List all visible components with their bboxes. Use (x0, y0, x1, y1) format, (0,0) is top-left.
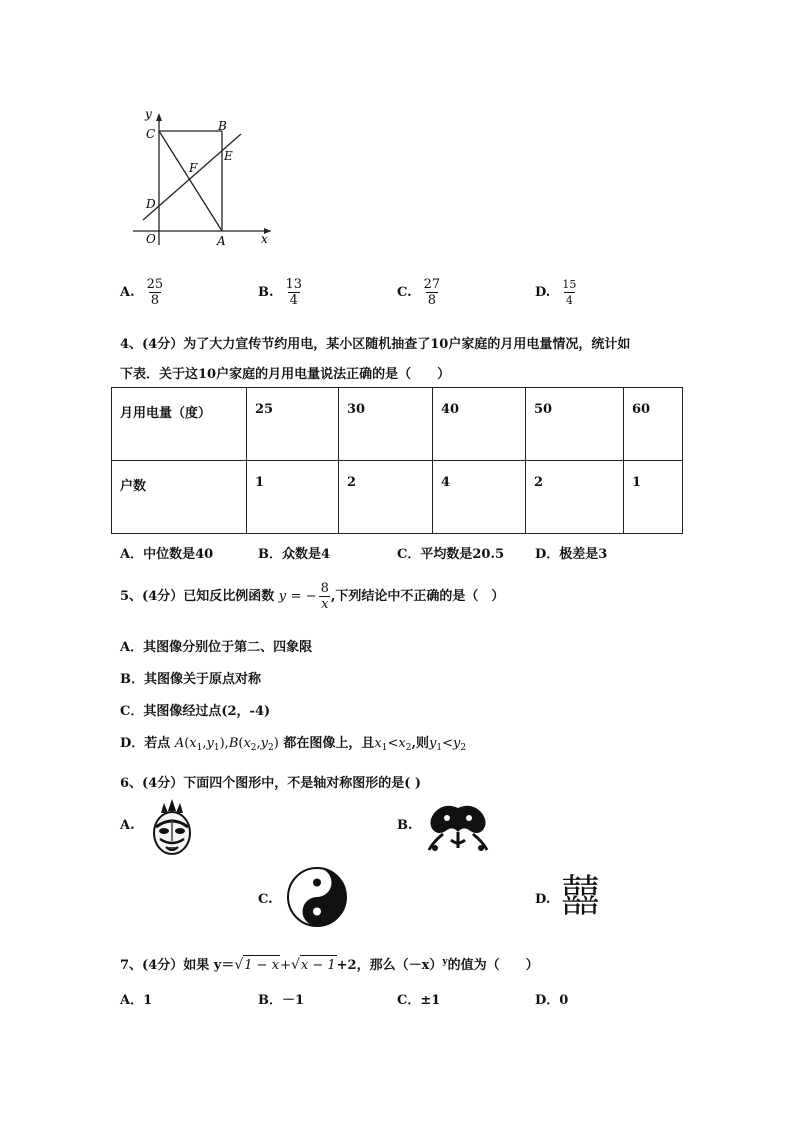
table-cell: 月用电量（度） (112, 388, 247, 461)
q7-option-a: A．1 (120, 993, 153, 1008)
q4-stem-line1: 4、(4分）为了大力宣传节约用电，某小区随机抽查了10户家庭的月用电量情况，统计如 (120, 337, 631, 352)
table-cell: 40 (433, 388, 526, 461)
geometry-figure (125, 100, 285, 250)
q6-label-d: D. (535, 892, 551, 907)
label-b: B (218, 119, 227, 133)
q4-stem-line2: 下表．关于这10户家庭的月用电量说法正确的是（ ） (120, 367, 451, 382)
table-cell: 30 (339, 388, 433, 461)
table-row (112, 388, 683, 461)
q4-option-c: C．平均数是20.5 (397, 547, 505, 562)
table-cell: 25 (247, 388, 339, 461)
label-x: x (261, 232, 268, 246)
q5-stem (120, 581, 504, 612)
q7-option-d: D．0 (535, 993, 569, 1008)
yin-yang-image (286, 866, 348, 928)
twin-dragon-image (423, 800, 493, 854)
q4-option-a: A．中位数是40 (120, 547, 214, 562)
label-c: C (146, 127, 156, 141)
q3-option-c: C. $\frac{27}{8}$ (397, 277, 441, 308)
label-e: E (224, 149, 233, 163)
table-cell: 2 (526, 461, 624, 534)
label-a: A (217, 234, 226, 248)
table-cell: 户数 (112, 461, 247, 534)
usage-table (111, 387, 683, 534)
q6-label-a: A. (120, 818, 135, 833)
q5-stem-suffix: ,下列结论中不正确的是（ ） (330, 589, 505, 604)
q5-func-num: 8 (320, 581, 329, 596)
q7-stem: 7、(4分）如果 y＝√1 − x+√x − 1+2，那么$(-x)^y$的值为（ ） (120, 952, 539, 976)
q6-stem: 6、(4分）下面四个图形中，不是轴对称图形的是( ) (120, 776, 422, 791)
table-cell: 2 (339, 461, 433, 534)
q5-option-b: B．其图像关于原点对称 (120, 672, 261, 687)
table-cell: 50 (526, 388, 624, 461)
q6-label-b: B. (397, 818, 413, 833)
q7-option-b: B．－1 (258, 993, 305, 1008)
q5-stem-prefix: 5、(4分）已知反比例函数 (120, 589, 275, 604)
q5-option-a: A．其图像分别位于第二、四象限 (120, 640, 313, 655)
table-cell: 1 (624, 461, 683, 534)
q3-option-b: B. $\frac{13}{4}$ (258, 277, 303, 308)
y-axis-arrow (156, 113, 162, 121)
label-f: F (189, 161, 198, 175)
line-de (143, 134, 241, 220)
table-cell: 1 (247, 461, 339, 534)
q3-option-a: A. $\frac{25}{8}$ (120, 277, 164, 308)
table-cell: 60 (624, 388, 683, 461)
label-d: D (146, 197, 156, 211)
label-o: O (146, 232, 156, 246)
q3-option-d: D. $\frac{15}{4}$ (535, 278, 577, 307)
q5-option-d: D．若点 $A(x_1,y_1),B(x_2,y_2)$ 都在图像上，且$x_1<x_2$,则$y_1<y_2$ (120, 736, 467, 753)
q6-label-c: C. (258, 892, 273, 907)
q4-option-d: D．极差是3 (535, 547, 608, 562)
table-cell: 4 (433, 461, 526, 534)
table-row (112, 461, 683, 534)
q7-option-c: C．±1 (397, 993, 441, 1008)
q5-option-c: C．其图像经过点(2，-4) (120, 704, 271, 719)
label-y: y (145, 107, 152, 121)
q4-option-b: B．众数是4 (258, 547, 331, 562)
double-happiness-image: 囍 (561, 871, 595, 922)
q5-func-eq: = − (290, 589, 317, 604)
segment-ca (159, 131, 222, 231)
q5-func-y: y (278, 589, 287, 604)
opera-mask-image (148, 797, 196, 857)
q5-func-den: x (321, 597, 329, 612)
